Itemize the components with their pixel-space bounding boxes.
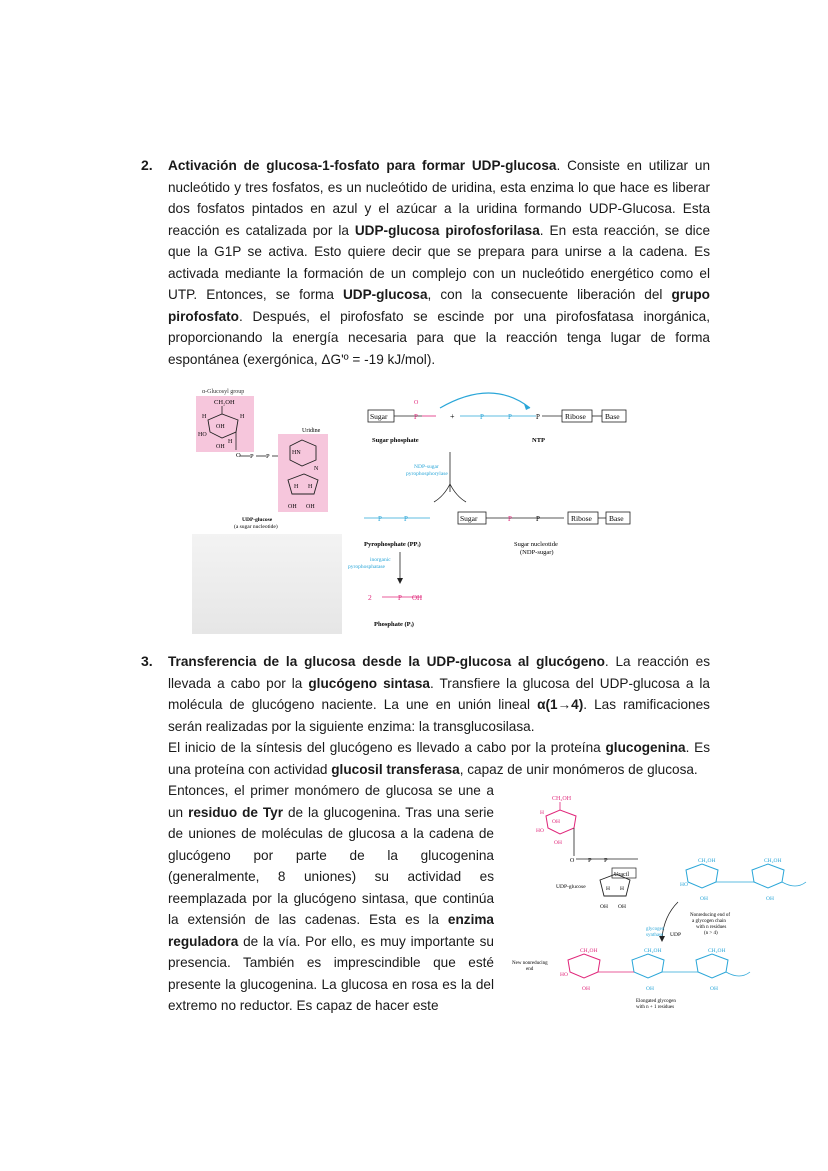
oh-pink: OH [582,986,590,992]
oh-pink: OH [412,594,423,602]
sugar-phosphate-caption: Sugar phosphate [372,437,419,444]
h-pink: H [540,810,544,816]
uracil-label: Uracil [614,872,629,878]
p-label: P [588,857,592,864]
enzyme-pyrophosphorylase: pyrophosphorylase [406,471,448,477]
p-pink: P [508,515,512,523]
oh-label: OH [306,504,315,510]
h-label: H [202,414,207,420]
section-3-title: Transferencia de la glucosa desde la UDP-glucosa al glucógeno [168,654,605,669]
udp-glucose-caption: UDP-glucose [242,517,273,523]
text: . Después, el pirofosfato se escinde por una pirofosfatasa inorgánica, proporcionando la energía necesaria para que la reacción tenga lugar de forma espontánea (exergónica, ΔG'º = -19 kJ/mol). [168,308,710,367]
ch2oh-blue: CH₂OH [698,858,716,864]
text: , con la consecuente liberación del [427,287,672,302]
udp-label: UDP [670,932,682,938]
glycogen-synthase-figure [506,790,826,1020]
o-label: O [236,452,241,459]
new-end-caption-2: end [526,967,534,972]
uridine-highlight [278,434,328,512]
p-pink: P [398,594,402,602]
ho-label: HO [198,432,207,438]
hn-label: HN [292,450,301,456]
ch2oh-pink: CH₂OH [580,948,598,954]
section-3-paragraph-1 [168,651,710,737]
oh-label: OH [216,444,225,450]
text: de la vía. Por ello, es muy importante su presencia. También es imprescindible que esté presente la glucogenina. La glucosa en rosa es la del extremo no reductor. Es capaz de hacer este [168,933,494,1013]
p-blue: P [480,413,484,421]
elongated-chain [568,954,750,978]
text: , capaz de unir monómeros de glucosa. [459,761,698,777]
glucosyl-group-label: α-Glucosyl group [202,389,245,395]
section-3-number: 3. [141,653,153,669]
enzyme-glycogen: glycogen [646,927,665,932]
pyrophosphate-caption: Pyrophosphate (PPᵢ) [364,541,421,548]
sugar-nucleotide-subcaption: (NDP-sugar) [520,549,554,556]
text: El inicio de la síntesis del glucógeno es llevado a cabo por la proteína [168,740,606,755]
phosphate-caption: Phosphate (Pᵢ) [374,621,414,628]
nonreducing-caption-2: a glycogen chain [692,919,726,924]
nonreducing-caption-1: Nonreducing end of [690,913,730,918]
section-3-paragraph-3 [168,780,494,1017]
sugar-label: Sugar [370,412,388,421]
term-grupo-pirofosfato: grupo pirofosfato [168,287,710,324]
p-blue: P [404,515,408,523]
section-3-paragraph-2 [168,737,710,780]
enzyme-ndp-sugar: NDP-sugar [414,464,439,470]
section-2-paragraph [168,155,710,370]
enzyme-inorganic: inorganic [370,557,391,563]
base-label: Base [605,412,620,421]
h-label: H [228,439,233,445]
base-label: Base [609,514,624,523]
udp-glucose-pyrophosphorylase-figure [192,384,637,634]
n-label: N [314,466,319,472]
term-glucogeno-sintasa: glucógeno sintasa [308,675,430,691]
oh-blue: OH [710,986,718,992]
oh-label: OH [288,504,297,510]
p-label: P [250,453,254,460]
svg-text:+: + [450,412,455,421]
ho-blue: HO [680,882,688,888]
p-pink: P [414,413,418,421]
text: . Las ramificaciones serán realizadas por la siguiente enzima: la transglucosilasa. [168,697,710,734]
h-label: H [240,414,245,420]
text: . Consiste en utilizar un nucleótido y tres fosfatos, es un nucleótido de uridina, esta enzima lo que hace es liberar dos fosfatos pintados en azul y el azúcar a la uridina formando UDP-Glucosa. Esta reacción es catalizada por la [168,158,711,238]
term-enzima-reguladora: enzima reguladora [168,912,494,949]
uridine-label: Uridine [302,428,321,434]
nonreducing-caption-3: with n residues [696,925,727,930]
p-blue: P [508,413,512,421]
nonreducing-caption-4: (n > 4) [704,931,718,936]
udp-glucose-caption: UDP-glucose [556,884,586,890]
image-gray-area [192,534,342,634]
ho-pink: HO [560,972,568,978]
term-glucosil-transferasa: glucosil transferasa [331,761,460,777]
sugar-label: Sugar [460,514,478,523]
h-label: H [606,886,610,892]
glucose-ring-pink [546,810,576,834]
h-label: H [294,484,299,490]
text: . Es una proteína con actividad [168,740,711,777]
text: . En esta reacción, se dice que la G1P se activa. Esto quiere decir que se prepara para unirse a la cadena. Es activada mediante la formación de un complejo con un nucleótido energético como el UTP. Entonces, se forma [168,222,711,302]
ntp-caption: NTP [532,437,545,444]
h-label: H [308,484,313,490]
ch2oh-label: CH₂OH [214,399,235,406]
term-udp-glucosa: UDP-glucosa [342,287,428,302]
p-label: P [604,857,608,864]
term-alpha-1-4: α(1→4) [537,697,584,712]
glycogen-chain-top [686,864,806,888]
h-label: H [620,886,624,892]
oh-blue: OH [700,896,708,902]
ho-pink: HO [536,828,544,834]
enzyme-pyrophosphatase: pyrophosphatase [348,564,385,570]
section-2-number: 2. [141,157,153,173]
o-pink: O [414,400,419,406]
term-glucogenina: glucogenina [605,740,686,755]
oh-blue: OH [646,986,654,992]
attack-arrow [440,393,530,408]
ch2oh-blue: CH₂OH [764,858,782,864]
oh-pink: OH [554,840,562,846]
p-label: P [536,515,540,523]
ch2oh-blue: CH₂OH [708,948,726,954]
text: . Transfiere la glucosa del UDP-glucosa a la molécula de glucógeno naciente. La une en unión lineal [168,675,710,712]
ch2oh-pink: CH₂OH [552,796,572,802]
oh-blue: OH [766,896,774,902]
sugar-nucleotide-caption: Sugar nucleotide [514,541,558,548]
ribose-label: Ribose [571,514,592,523]
ribose-label: Ribose [565,412,586,421]
udp-glucose-subcaption: (a sugar nucleotide) [234,524,278,530]
text: de la glucogenina. Tras una serie de uniones de moléculas de glucosa a la cadena de glucógeno por parte de la glucogenina (generalmente, 8 uniones) su actividad es reemplazada por la glucógeno sintasa, que continúa la extensión de las cadenas. Esta es la [168,804,494,927]
text: Entonces, el primer monómero de glucosa se une a un [168,783,494,820]
oh-label: OH [600,904,608,910]
o-label: O [570,858,575,864]
term-residuo-tyr: residuo de Tyr [188,804,284,820]
elongated-caption-2: with n + 1 residues [636,1005,675,1010]
p-blue: P [378,515,382,523]
oh-label: OH [618,904,626,910]
p-label: P [536,413,540,421]
term-udp-glucosa-pirofosforilasa: UDP-glucosa pirofosforilasa [354,222,540,238]
enzyme-synthase: synthase [646,933,664,938]
new-end-caption-1: New nonreducing [512,961,548,966]
oh-label: OH [216,424,225,430]
text: . La reacción es llevada a cabo por la [168,654,710,691]
oh-pink: OH [552,819,560,825]
section-2-title: Activación de glucosa-1-fosfato para formar UDP-glucosa [168,158,557,173]
ch2oh-blue: CH₂OH [644,948,662,954]
coefficient-two: 2 [368,593,372,602]
elongated-caption-1: Elongated glycogen [636,999,676,1004]
p-label: P [266,453,270,460]
